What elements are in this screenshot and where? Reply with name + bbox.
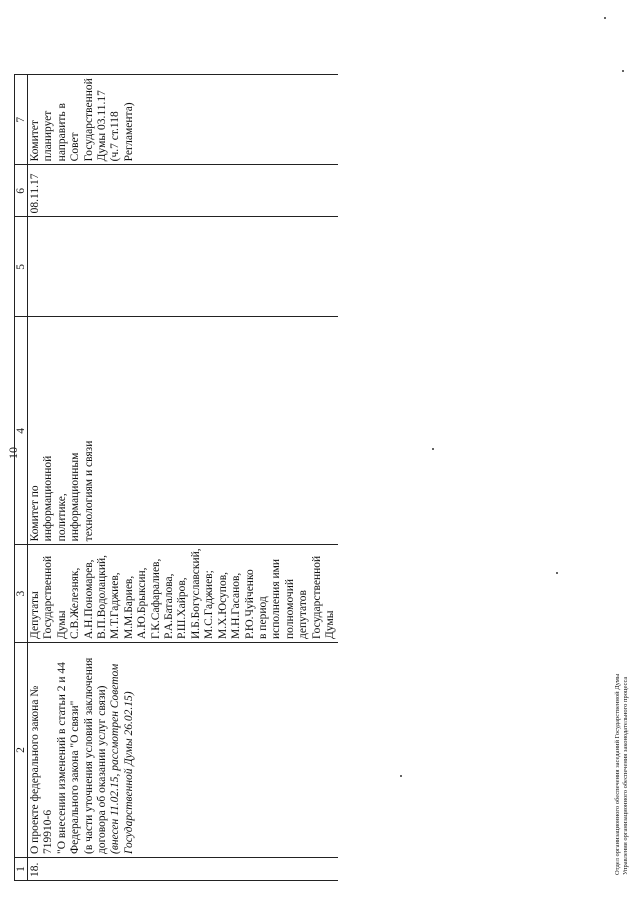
remarks-cell <box>28 75 339 165</box>
table-row <box>28 75 339 881</box>
committee-name: Комитет по информационной политике, информационным технологиям и связи <box>29 440 95 542</box>
footer <box>614 674 630 875</box>
column-number: 4 <box>15 317 28 545</box>
column-number: 7 <box>15 75 28 165</box>
column-number: 1 <box>15 858 28 881</box>
bills-table <box>14 74 338 881</box>
scan-speck <box>432 448 434 450</box>
initiators-list: Депутаты Государственной Думы С.В.Железняк, А.Н.Пономарев, В.П.Водолацкий, М.Т.Гаджиев, М.М.Бариев, А.Ю.Брыксин, Г.К.Сафаралиев, Р.А.Баталова, Р.Ш.Хайров, И.Б.Богуславский, М.С.Гаджиев; М.Х.Юсупов, М.Н.Гасанов, Р.Ю.Чуйченко в период исполнения ими полномочий депутатов Государственной Думы <box>29 548 336 639</box>
row-number: 18. <box>29 862 41 877</box>
column-number: 2 <box>15 643 28 858</box>
column-number: 5 <box>15 217 28 317</box>
scan-speck <box>622 70 624 72</box>
page-number: 10 <box>6 447 20 459</box>
scan-speck <box>400 775 402 777</box>
bill-submission-note: (внесен 11.02.15, рассмотрен Советом Государственной Думы 26.02.15) <box>109 663 135 854</box>
column-number: 3 <box>15 545 28 643</box>
row-number-cell <box>28 858 339 881</box>
scan-speck <box>556 572 558 574</box>
column-number-row <box>15 75 28 881</box>
initiators-cell <box>28 545 339 643</box>
committee-cell <box>28 317 339 545</box>
date-cell <box>28 165 339 217</box>
bill-title: О проекте федерального закона № 719910-6 "О внесении изменений в статьи 2 и 44 Федерального закона "О связи" (в части уточнения условий заключения договора об оказании услуг связи) <box>29 657 109 854</box>
scan-speck <box>604 17 606 19</box>
bill-title-cell <box>28 643 339 858</box>
consideration-date: 08.11.17 <box>29 173 41 214</box>
footer-department: Отдел организационного обеспечения заседаний Государственной Думы <box>614 673 621 875</box>
column-number: 6 <box>15 165 28 217</box>
footer-division: Управления организационного обеспечения законодательного процесса <box>622 676 629 875</box>
remarks-text: Комитет планирует направить в Совет Государственной Думы 03.11.17 (ч.7 ст.118 Регламента) <box>29 78 135 162</box>
column-5-cell <box>28 217 339 317</box>
